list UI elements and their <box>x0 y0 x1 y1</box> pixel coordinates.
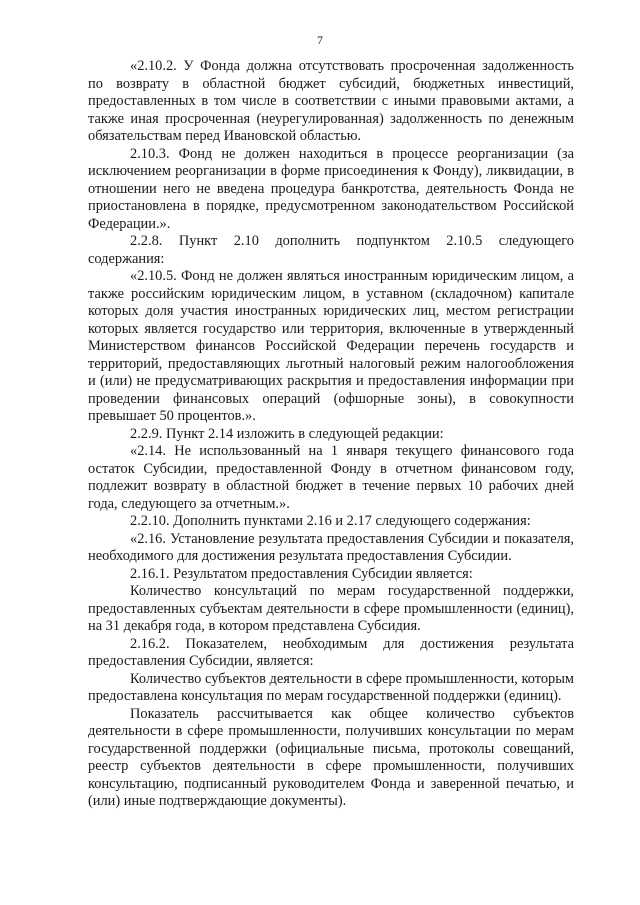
paragraph-2-16-1: 2.16.1. Результатом предоставления Субсидии является: <box>130 565 473 582</box>
paragraph-result-description: Количество консультаций по мерам государственной поддержки, предоставленных субъектам деятельности в сфере промышленности (единиц), на 31 декабря года, в котором представлена Субсидия. <box>88 583 574 634</box>
paragraph-2-10-2: «2.10.2. У Фонда должна отсутствовать просроченная задолженность по возврату в областной бюджет субсидий, бюджетных инвестиций, предоставленных в том числе в соответствии с иными правовыми актами, а также иная просроченная (неурегулированная) задолженность по денежным обязательствам перед Ивановской областью. <box>88 58 574 144</box>
paragraph-2-2-10: 2.2.10. Дополнить пунктами 2.16 и 2.17 следующего содержания: <box>130 513 531 529</box>
paragraph-2-16: «2.16. Установление результата предоставления Субсидии и показателя, необходимого для достижения результата предоставления Субсидии. <box>88 530 574 564</box>
paragraph-2-16-2: 2.16.2. Показателем, необходимым для достижения результата предоставления Субсидии, является: <box>88 635 574 669</box>
document-body <box>88 58 574 811</box>
paragraph-2-14: «2.14. Не использованный на 1 января текущего финансового года остаток Субсидии, предоставленной Фонду в отчетном финансовом году, подлежит возврату в областной бюджет в течение первых 10 рабочих дней года, следующего за отчетным.». <box>88 443 574 512</box>
paragraph-indicator-description: Количество субъектов деятельности в сфере промышленности, которым предоставлена консультация по мерам государственной поддержки (единиц). <box>88 670 574 704</box>
paragraph-2-10-5: «2.10.5. Фонд не должен являться иностранным юридическим лицом, а также российским юридическим лицом, в уставном (складочном) капитале которых доля участия иностранных юридических лиц, местом регистрации которых является государство или территория, включенные в утвержденный Министерством финансов Российской Федерации перечень государств и территорий, предоставляющих льготный налоговый режим налогообложения и (или) не предусматривающих раскрытия и предоставления информации при проведении финансовых операций (офшорные зоны), в совокупности превышает 50 процентов.». <box>88 268 574 424</box>
paragraph-indicator-calculation: Показатель рассчитывается как общее количество субъектов деятельности в сфере промышленности, получивших консультации по мерам государственной поддержки (официальные письма, протоколы совещаний, реестр субъектов деятельности в сфере промышленности, получивших консультацию, подписанный руководителем Фонда и заверенной печатью, и (или) иные подтверждающие документы). <box>88 705 574 809</box>
paragraph-2-2-8: 2.2.8. Пункт 2.10 дополнить подпунктом 2.10.5 следующего содержания: <box>88 233 574 267</box>
page-number: 7 <box>317 33 323 47</box>
paragraph-2-10-3: 2.10.3. Фонд не должен находиться в процессе реорганизации (за исключением реорганизации в форме присоединения к Фонду), ликвидации, в отношении него не введена процедура банкротства, деятельность Фонда не приостановлена в порядке, предусмотренном законодательством Российской Федерации.». <box>88 145 574 232</box>
paragraph-2-2-9: 2.2.9. Пункт 2.14 изложить в следующей редакции: <box>130 425 444 442</box>
